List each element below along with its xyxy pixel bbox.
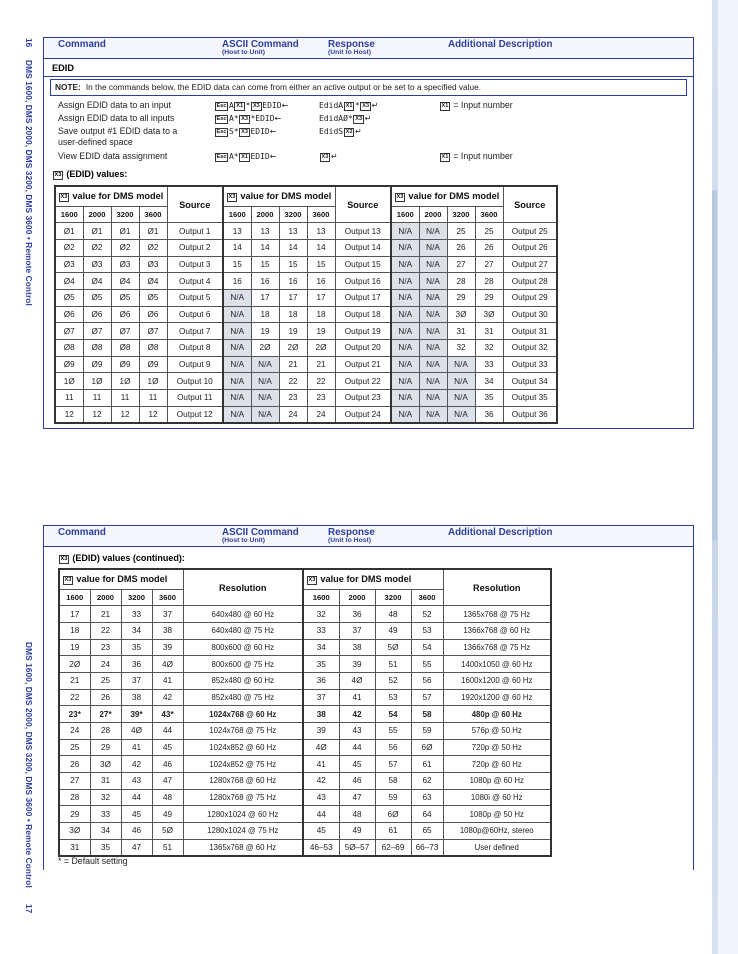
- table-row: Ø4 Ø4 Ø4 Ø4 Output 4 16 16 16 16 Output 16 N/A N/A 28 28 Output 28: [55, 273, 557, 290]
- key-box-icon: X3: [241, 116, 248, 122]
- values-title-continued: [58, 553, 185, 564]
- command-name: Assign EDID data to an input: [58, 100, 171, 110]
- column-header-2: [44, 526, 693, 547]
- table-row: 23* 27* 39* 43* 1024x768 @ 60 Hz 38 42 54 58 480p @ 60 Hz: [59, 706, 551, 723]
- note-label: NOTE:: [55, 82, 81, 92]
- header-description-2: Additional Description: [448, 527, 553, 538]
- key-box-icon: X1: [441, 103, 449, 109]
- note-text: In the commands below, the EDID data can come from either an active output or be set to a specified value.: [85, 82, 482, 92]
- footnote: * = Default setting: [58, 856, 128, 866]
- right-margin-bar: [712, 0, 738, 954]
- command-name: Assign EDID data to all inputs: [58, 113, 175, 123]
- key-box-icon: X3: [321, 154, 329, 160]
- table-row: 24 28 4Ø 44 1024x768 @ 75 Hz 39 43 55 59 576p @ 50 Hz: [59, 723, 551, 740]
- key-box-icon: X3: [64, 576, 72, 583]
- sidebar-title-bottom: DMS 1600, DMS 2000, DMS 3200, DMS 3600 • Remote Control: [24, 642, 34, 888]
- key-box-icon: Esc: [216, 116, 227, 122]
- header-response-sub-2: (Unit to Host): [328, 537, 372, 544]
- edid-values-table: X3 value for DMS model Source X3 value for DMS model Source X3 value for DMS model Source 1600 2000 3200 3600 1600 2000 3200 3600 1600 2000 3200 3600 Ø1 Ø1 Ø1 Ø1 Output 1 13 13 13 13 Output 13 N/A N/A 25 25 Output 25 Ø2 Ø2 Ø2 Ø2 Output 2 14 14 14 14 Output 14 N/A N/A 26 26 Output 26 Ø3 Ø3 Ø3 Ø3 Output 3 15 15 15 15 Output 15 N/A N/A 27 27 Output 27 Ø4 Ø4 Ø4 Ø4 Output 4 16 16 16 16 Output 16 N/A N/A 28 28 Output 28 Ø5 Ø5 Ø5 Ø5 Output 5 N/A 17 17 17 Output 17 N/A N/A 29 29 Output 29 Ø6 Ø6 Ø6 Ø6 Output 6 N/A 18 18 18 Output 18 N/A N/A 3Ø 3Ø Output 30 Ø7 Ø7 Ø7 Ø7 Output 7 N/A 19 19 19 Output 19 N/A N/A 31 31 Output 31 Ø8 Ø8 Ø8 Ø8 Output 8 N/A 2Ø 2Ø 2Ø Output 20 N/A N/A 32 32 Output 32 Ø9 Ø9 Ø9 Ø9 Output 9 N/A N/A 21 21 Output 21 N/A N/A N/A 33 Output 33 1Ø 1Ø 1Ø 1Ø Output 10 N/A N/A 22 22 Output 22 N/A N/A N/A 34 Output 34 11 11 11 11 Output 11 N/A N/A 23 23 Output 23 N/A N/A N/A 35 Output 35 12 12 12 12 Output 12 N/A N/A 24 24 Output 24 N/A N/A N/A 36 Output 36: [54, 185, 558, 424]
- header-command-2: Command: [58, 527, 106, 538]
- header-response-2: Response: [328, 527, 375, 538]
- command-description: X1 = Input number: [441, 151, 513, 161]
- x3-box-icon: X3: [60, 556, 68, 562]
- command-description: X1 = Input number: [441, 100, 513, 110]
- key-box-icon: X1: [441, 154, 449, 160]
- key-box-icon: X3: [228, 193, 236, 200]
- page-number-top: 16: [24, 38, 34, 48]
- key-box-icon: X1: [345, 103, 353, 109]
- header-description: Additional Description: [448, 39, 553, 50]
- command-name: View EDID data assignment: [58, 151, 168, 161]
- note-box: [50, 79, 687, 96]
- header-response-sub: (Unit to Host): [328, 49, 372, 56]
- table-row: 25 29 41 45 1024x852 @ 60 Hz 4Ø 44 56 6Ø 720p @ 50 Hz: [59, 739, 551, 756]
- values-title: [52, 169, 127, 180]
- table-row: Ø8 Ø8 Ø8 Ø8 Output 8 N/A 2Ø 2Ø 2Ø Output 20 N/A N/A 32 32 Output 32: [55, 340, 557, 357]
- table-row: Ø1 Ø1 Ø1 Ø1 Output 1 13 13 13 13 Output 13 N/A N/A 25 25 Output 25: [55, 223, 557, 240]
- enter-arrow-icon: ←: [281, 101, 289, 110]
- return-arrow-icon: ↵: [330, 152, 338, 161]
- header-ascii-sub-2: (Host to Unit): [222, 537, 266, 544]
- key-box-icon: X1: [236, 103, 244, 109]
- table-row: 29 33 45 49 1280x1024 @ 60 Hz 44 48 6Ø 64 1080p @ 50 Hz: [59, 806, 551, 823]
- table-row: 27 31 43 47 1280x768 @ 60 Hz 42 46 58 62 1080p @ 60 Hz: [59, 773, 551, 790]
- header-ascii-2: ASCII Command: [222, 527, 299, 538]
- key-box-icon: X3: [241, 129, 248, 135]
- command-name: Save output #1 EDID data to a user-defined space: [58, 126, 178, 147]
- table-row: Ø7 Ø7 Ø7 Ø7 Output 7 N/A 19 19 19 Output 19 N/A N/A 31 31 Output 31: [55, 323, 557, 340]
- edid-values-table-continued: X3 value for DMS model Resolution X3 value for DMS model Resolution 1600 2000 3200 3600 1600 2000 3200 3600 17 21 33 37 640x480 @ 60 Hz 32 36 48 52 1365x768 @ 75 Hz 18 22 34 38 640x480 @ 75 Hz 33 37 49 53 1366x768 @ 60 Hz 19 23 35 39 800x600 @ 60 Hz 34 38 5Ø 54 1366x768 @ 75 Hz 2Ø 24 36 4Ø 800x600 @ 75 Hz 35 39 51 55 1400x1050 @ 60 Hz 21 25 37 41 852x480 @ 60 Hz 36 4Ø 52 56 1600x1200 @ 60 Hz 22 26 38 42 852x480 @ 75 Hz 37 41 53 57 1920x1200 @ 60 Hz 23* 27* 39* 43* 1024x768 @ 60 Hz 38 42 54 58 480p @ 60 Hz 24 28 4Ø 44 1024x768 @ 75 Hz 39 43 55 59 576p @ 50 Hz 25 29 41 45 1024x852 @ 60 Hz 4Ø 44 56 6Ø 720p @ 50 Hz 26 3Ø 42 46 1024x852 @ 75 Hz 41 45 57 61 720p @ 60 Hz 27 31 43 47 1280x768 @ 60 Hz 42 46 58 62 1080p @ 60 Hz 28 32 44 48 1280x768 @ 75 Hz 43 47 59 63 1080i @ 60 Hz 29 33 45 49 1280x1024 @ 60 Hz 44 48 6Ø 64 1080p @ 50 Hz 3Ø 34 46 5Ø 1280x1024 @ 75 Hz 45 49 61 65 1080p@60Hz, stereo 31 35 47 51 1365x768 @ 60 Hz 46–53 5Ø–57 62–69 66–73 User defined: [58, 568, 552, 857]
- sidebar-title-top: DMS 1600, DMS 2000, DMS 3200, DMS 3600 • Remote Control: [24, 60, 34, 306]
- values-title-text: (EDID) values:: [66, 169, 128, 179]
- key-box-icon: X3: [308, 576, 316, 583]
- key-box-icon: X3: [252, 103, 260, 109]
- return-arrow-icon: ↵: [364, 114, 372, 123]
- header-command: Command: [58, 39, 106, 50]
- response-string: EdidA X1 * X3 ↵: [319, 101, 379, 110]
- key-box-icon: X3: [362, 103, 370, 109]
- table-row: 3Ø 34 46 5Ø 1280x1024 @ 75 Hz 45 49 61 65 1080p@60Hz, stereo: [59, 823, 551, 840]
- key-box-icon: X1: [241, 154, 248, 160]
- table-row: 26 3Ø 42 46 1024x852 @ 75 Hz 41 45 57 61 720p @ 60 Hz: [59, 756, 551, 773]
- key-box-icon: X3: [396, 193, 404, 200]
- return-arrow-icon: ↵: [371, 101, 379, 110]
- key-box-icon: X3: [60, 193, 68, 200]
- key-box-icon: X3: [355, 116, 363, 122]
- response-string: EdidS X3 ↵: [319, 127, 362, 136]
- table-row: 1Ø 1Ø 1Ø 1Ø Output 10 N/A N/A 22 22 Output 22 N/A N/A N/A 34 Output 34: [55, 373, 557, 390]
- enter-arrow-icon: ←: [269, 152, 277, 161]
- page-number-bottom: 17: [24, 904, 34, 914]
- key-box-icon: Esc: [216, 103, 227, 109]
- table-row: 31 35 47 51 1365x768 @ 60 Hz 46–53 5Ø–57 62–69 66–73 User defined: [59, 839, 551, 856]
- table-row: 11 11 11 11 Output 11 N/A N/A 23 23 Output 23 N/A N/A N/A 35 Output 35: [55, 390, 557, 407]
- ascii-command: Esc S* X3 EDID←: [216, 127, 277, 136]
- response-string: [319, 151, 338, 162]
- key-box-icon: Esc: [216, 129, 227, 135]
- table-row: 18 22 34 38 640x480 @ 75 Hz 33 37 49 53 1366x768 @ 60 Hz: [59, 622, 551, 639]
- ascii-command: Esc A X1 * X3 EDID←: [216, 101, 289, 110]
- x3-box-icon: X3: [54, 172, 62, 178]
- table-row: 19 23 35 39 800x600 @ 60 Hz 34 38 5Ø 54 1366x768 @ 75 Hz: [59, 639, 551, 656]
- bottom-panel: [43, 525, 694, 870]
- margin-tab-marker: [712, 190, 717, 540]
- key-box-icon: X3: [345, 129, 353, 135]
- ascii-command: Esc A* X3 *EDID←: [216, 114, 282, 123]
- table-row: Ø6 Ø6 Ø6 Ø6 Output 6 N/A 18 18 18 Output 18 N/A N/A 3Ø 3Ø Output 30: [55, 306, 557, 323]
- enter-arrow-icon: ←: [274, 114, 282, 123]
- key-box-icon: Esc: [216, 154, 227, 160]
- table-row: 2Ø 24 36 4Ø 800x600 @ 75 Hz 35 39 51 55 1400x1050 @ 60 Hz: [59, 656, 551, 673]
- table-row: Ø5 Ø5 Ø5 Ø5 Output 5 N/A 17 17 17 Output 17 N/A N/A 29 29 Output 29: [55, 289, 557, 306]
- table-row: 21 25 37 41 852x480 @ 60 Hz 36 4Ø 52 56 1600x1200 @ 60 Hz: [59, 672, 551, 689]
- section-title: EDID: [52, 63, 74, 73]
- table-row: Ø2 Ø2 Ø2 Ø2 Output 2 14 14 14 14 Output 14 N/A N/A 26 26 Output 26: [55, 239, 557, 256]
- header-ascii-sub: (Host to Unit): [222, 49, 266, 56]
- enter-arrow-icon: ←: [269, 127, 277, 136]
- table-row: Ø3 Ø3 Ø3 Ø3 Output 3 15 15 15 15 Output 15 N/A N/A 27 27 Output 27: [55, 256, 557, 273]
- table-row: 17 21 33 37 640x480 @ 60 Hz 32 36 48 52 1365x768 @ 75 Hz: [59, 606, 551, 623]
- column-header: [44, 38, 693, 59]
- top-panel: [43, 37, 694, 429]
- return-arrow-icon: ↵: [354, 127, 362, 136]
- values-title-continued-text: (EDID) values (continued):: [72, 553, 185, 563]
- table-row: 28 32 44 48 1280x768 @ 75 Hz 43 47 59 63 1080i @ 60 Hz: [59, 789, 551, 806]
- table-row: Ø9 Ø9 Ø9 Ø9 Output 9 N/A N/A 21 21 Output 21 N/A N/A N/A 33 Output 33: [55, 356, 557, 373]
- table-row: 12 12 12 12 Output 12 N/A N/A 24 24 Output 24 N/A N/A N/A 36 Output 36: [55, 406, 557, 423]
- header-ascii: ASCII Command: [222, 39, 299, 50]
- ascii-command: Esc A* X1 EDID←: [216, 152, 277, 161]
- response-string: EdidAØ* X3 ↵: [319, 114, 372, 123]
- header-response: Response: [328, 39, 375, 50]
- table-row: 22 26 38 42 852x480 @ 75 Hz 37 41 53 57 1920x1200 @ 60 Hz: [59, 689, 551, 706]
